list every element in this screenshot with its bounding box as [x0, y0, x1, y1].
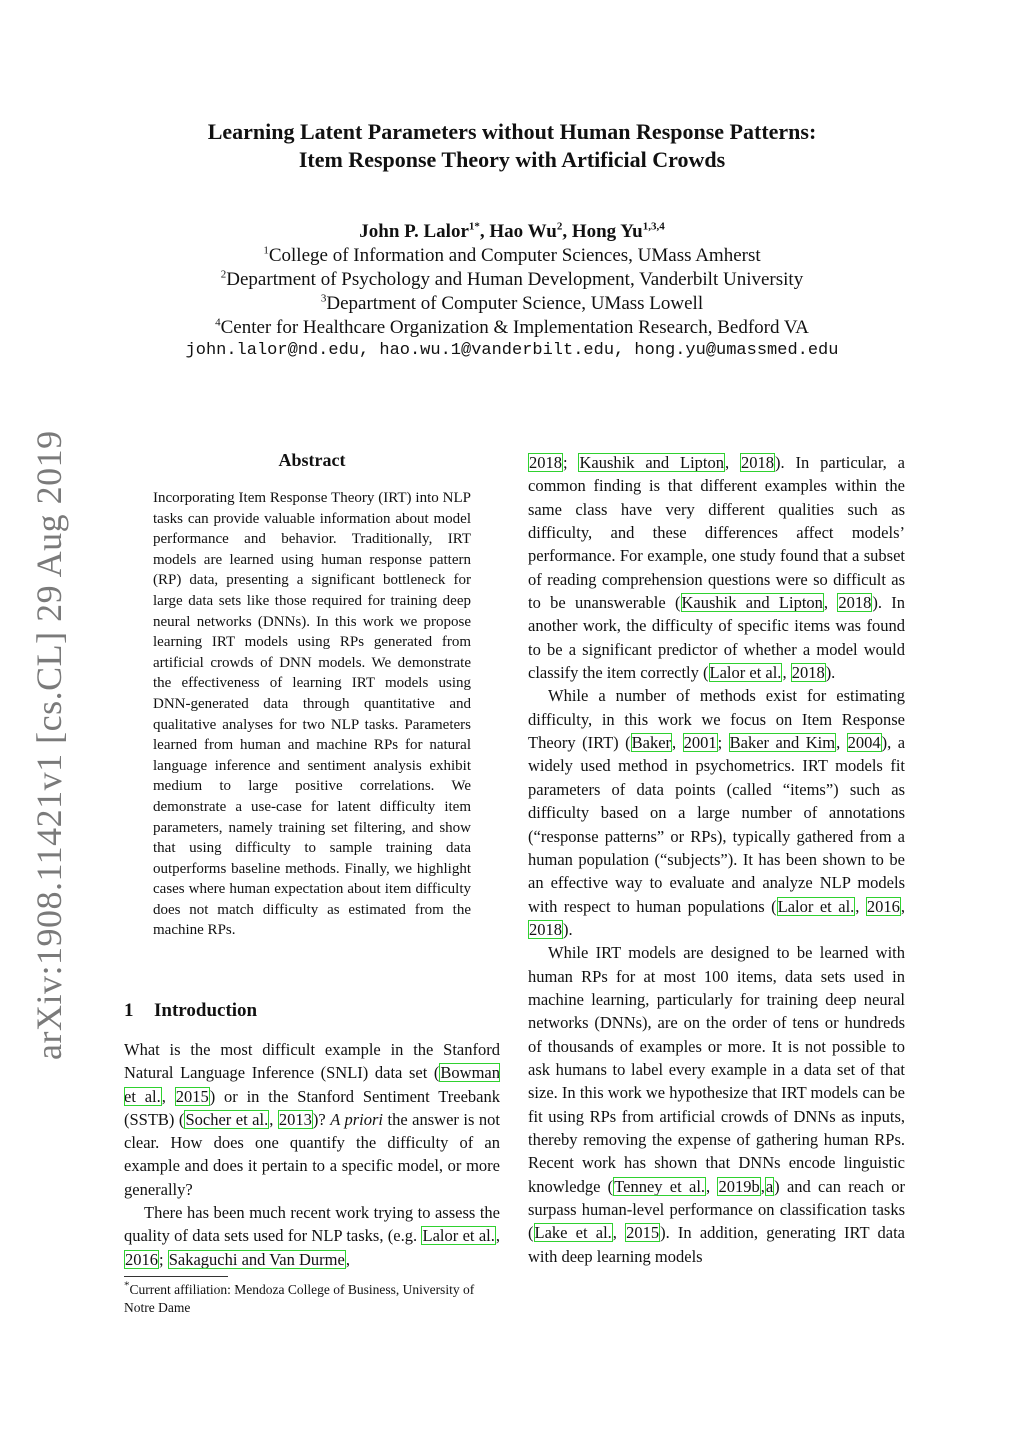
citation-link[interactable]: Kaushik and Lipton	[681, 593, 823, 613]
author-name: Hao Wu	[489, 221, 557, 242]
citation-link[interactable]: 2018	[741, 453, 775, 472]
italic-text: A priori	[330, 1109, 383, 1129]
citation-link[interactable]: Lalor et al.	[709, 663, 782, 683]
text-run: ) and can reach or surpass human-level performance on classification tasks (	[528, 1176, 905, 1243]
footnote-text: Current affiliation: Mendoza College of Business, University of Notre Dame	[124, 1282, 475, 1315]
text-run: ,	[269, 1109, 278, 1129]
text-run: ).	[825, 663, 836, 683]
text-run: ,	[672, 733, 683, 753]
text-run: ), a widely used method in psychometrics. IRT models fit parameters of data points (called “items”) such as difficulty based on a large number of annotations (“response patterns” or RPs), typically gathered from a human population (“subjects”). It has been shown to be an effective way to evaluate and analyze NLP models with respect to human populations (	[528, 733, 906, 916]
text-run: ). In particular, a common finding is that different examples within the same class have very different qualities such as difficulty, and these differences affect models’ performance. For example, one study found that a subset of reading comprehension questions were so difficult as to be unanswerable (	[528, 453, 905, 613]
affiliation: $^4$Center for Healthcare Organization & Implementation Research, Bedford VA	[215, 316, 809, 338]
right-column-body	[528, 451, 905, 1268]
citation-link[interactable]: Kaushik and Lipton	[579, 453, 725, 472]
affiliation: $^3$Department of Computer Science, UMass Lowell	[320, 292, 704, 314]
citation-link[interactable]: Tenney et al.	[614, 1176, 706, 1196]
text-run: ). In another work, the difficulty of specific items was found to be a significant predictor of whether a model would classify the item correctly (	[528, 593, 905, 683]
footnote-rule	[124, 1276, 228, 1277]
citation-link[interactable]: 2018	[529, 919, 562, 939]
citation-link[interactable]: 2015	[175, 1086, 209, 1106]
text-run: What is the most difficult example in the Stanford Natural Language Inference (SNLI) data set (	[124, 1040, 500, 1083]
text-run: ,	[855, 896, 866, 916]
text-run: ,	[495, 1226, 500, 1246]
citation-link[interactable]: 2016	[866, 896, 900, 916]
citation-link[interactable]: 2015	[626, 1223, 660, 1243]
text-run: ) or in the Stanford Sentiment Treebank (SSTB) (	[124, 1086, 500, 1129]
citation-link[interactable]: Bowman et al.	[124, 1063, 500, 1106]
text-run: ;	[159, 1249, 168, 1269]
text-run: the answer is not clear. How does one quantify the difficulty of an example and does it pertain to a specific model, or more generally?	[124, 1109, 501, 1199]
section-heading-introduction	[124, 1000, 257, 1022]
text-run: While a number of methods exist for estimating difficulty, in this work we focus on Item Response Theory (IRT) (	[528, 686, 905, 753]
citation-link[interactable]: Baker and Kim	[729, 733, 836, 753]
citation-link[interactable]: Socher et al.	[185, 1109, 269, 1129]
section-number: 1	[124, 1000, 134, 1021]
text-run: ;	[563, 453, 579, 472]
paper-title-line-2: Item Response Theory with Artificial Crowds	[298, 147, 726, 172]
affiliation: $^2$Department of Psychology and Human Development, Vanderbilt University	[220, 268, 804, 290]
text-run: )?	[312, 1109, 331, 1129]
left-column-body	[124, 1038, 500, 1271]
citation-link[interactable]: 2016	[125, 1249, 158, 1269]
citation-link[interactable]: 2019b	[718, 1176, 760, 1196]
paragraph	[124, 1201, 500, 1271]
text-run: ,	[161, 1086, 175, 1106]
citation-link[interactable]: Baker	[631, 733, 672, 753]
abstract-text: Incorporating Item Response Theory (IRT) into NLP tasks can provide valuable information about model performance and behavior. Traditionally, IRT models are learned using human response pattern (RP) data, presenting a significant bottleneck for large data sets like those required for training deep neural networks (DNNs). In this work we propose learning IRT models using RPs generated from artificial crowds of DNN models. We demonstrate the effectiveness of learning IRT models using DNN-generated data through quantitative and qualitative analyses for two NLP tasks. Parameters learned from human and machine RPs for natural language inference and sentiment analysis exhibit medium to large positive correlations. We demonstrate a use-case for latent difficulty item parameters, namely training set filtering, and show that using difficulty to sample training data outperforms baseline methods. Finally, we highlight cases where human expectation about item difficulty does not match difficulty as estimated from the machine RPs.	[153, 490, 471, 939]
author-affiliation-mark: 1,3,4	[642, 220, 665, 233]
citation-link[interactable]: 2001	[683, 733, 717, 753]
text-run: ,	[900, 896, 906, 916]
paragraph	[124, 1038, 500, 1201]
citation-link[interactable]: Sakaguchi and Van Durme	[168, 1249, 345, 1269]
abstract-heading: Abstract	[278, 450, 346, 470]
citation-link[interactable]: 2018	[838, 593, 872, 613]
author-list: John P. Lalor$^{1*}$, Hao Wu$^2$, Hong Yu$^{1,3,4}$	[359, 220, 665, 242]
citation-link[interactable]: a	[765, 1176, 774, 1196]
author-emails: john.lalor@nd.edu, hao.wu.1@vanderbilt.edu, hong.yu@umassmed.edu	[185, 341, 839, 360]
citation-link[interactable]: Lalor et al.	[777, 896, 855, 916]
section-title: Introduction	[154, 1000, 258, 1021]
paragraph	[528, 941, 905, 1268]
text-run: ,	[836, 733, 847, 753]
arxiv-identifier-stamp: arXiv:1908.11421v1 [cs.CL] 29 Aug 2019	[29, 430, 69, 1060]
text-run: There has been much recent work trying to assess the quality of data sets used for NLP tasks, (e.g.	[124, 1203, 500, 1246]
text-run: ,	[345, 1249, 350, 1269]
text-run: ,	[760, 1176, 765, 1196]
citation-link[interactable]: Lake et al.	[534, 1223, 612, 1243]
citation-link[interactable]: 2018	[791, 663, 825, 683]
text-run: ).	[563, 919, 573, 939]
text-run: ,	[782, 663, 791, 683]
paragraph	[528, 684, 905, 941]
text-run: ,	[725, 453, 741, 472]
footnote	[124, 1281, 500, 1317]
affiliation: $^1$College of Information and Computer Sciences, UMass Amherst	[263, 244, 761, 266]
text-run: ,	[612, 1223, 626, 1243]
paragraph	[528, 451, 905, 684]
paper-title-line-1: Learning Latent Parameters without Human Response Patterns:	[207, 119, 817, 144]
citation-link[interactable]: Lalor et al.	[422, 1226, 495, 1246]
author-name: Hong Yu	[571, 221, 643, 242]
citation-link[interactable]: 2013	[278, 1109, 312, 1129]
citation-link[interactable]: 2018	[529, 453, 562, 472]
text-run: While IRT models are designed to be learned with human RPs for at most 100 items, data sets used in machine learning, particularly for training deep neural networks (DNNs), are on the order of tens or hundreds of thousands of examples or more. It is not possible to ask humans to label every example in a data set of that size. In this work we hypothesize that IRT models can be fit using RPs from artificial crowds of DNNs as inputs, thereby removing the expense of gathering human RPs. Recent work has shown that DNNs encode linguistic knowledge (	[528, 943, 905, 1196]
author-affiliation-mark: 1	[468, 220, 475, 233]
text-run: ). In addition, generating IRT data with deep learning models	[528, 1223, 905, 1266]
citation-link[interactable]: 2004	[847, 733, 881, 753]
author-name: John P. Lalor	[359, 221, 469, 242]
text-run: ,	[823, 593, 838, 613]
corresponding-author-mark: *	[474, 220, 480, 233]
footnote-mark: *	[124, 1279, 130, 1292]
text-run: ,	[706, 1176, 718, 1196]
author-affiliation-mark: 2	[556, 220, 563, 233]
text-run: ;	[717, 733, 729, 753]
